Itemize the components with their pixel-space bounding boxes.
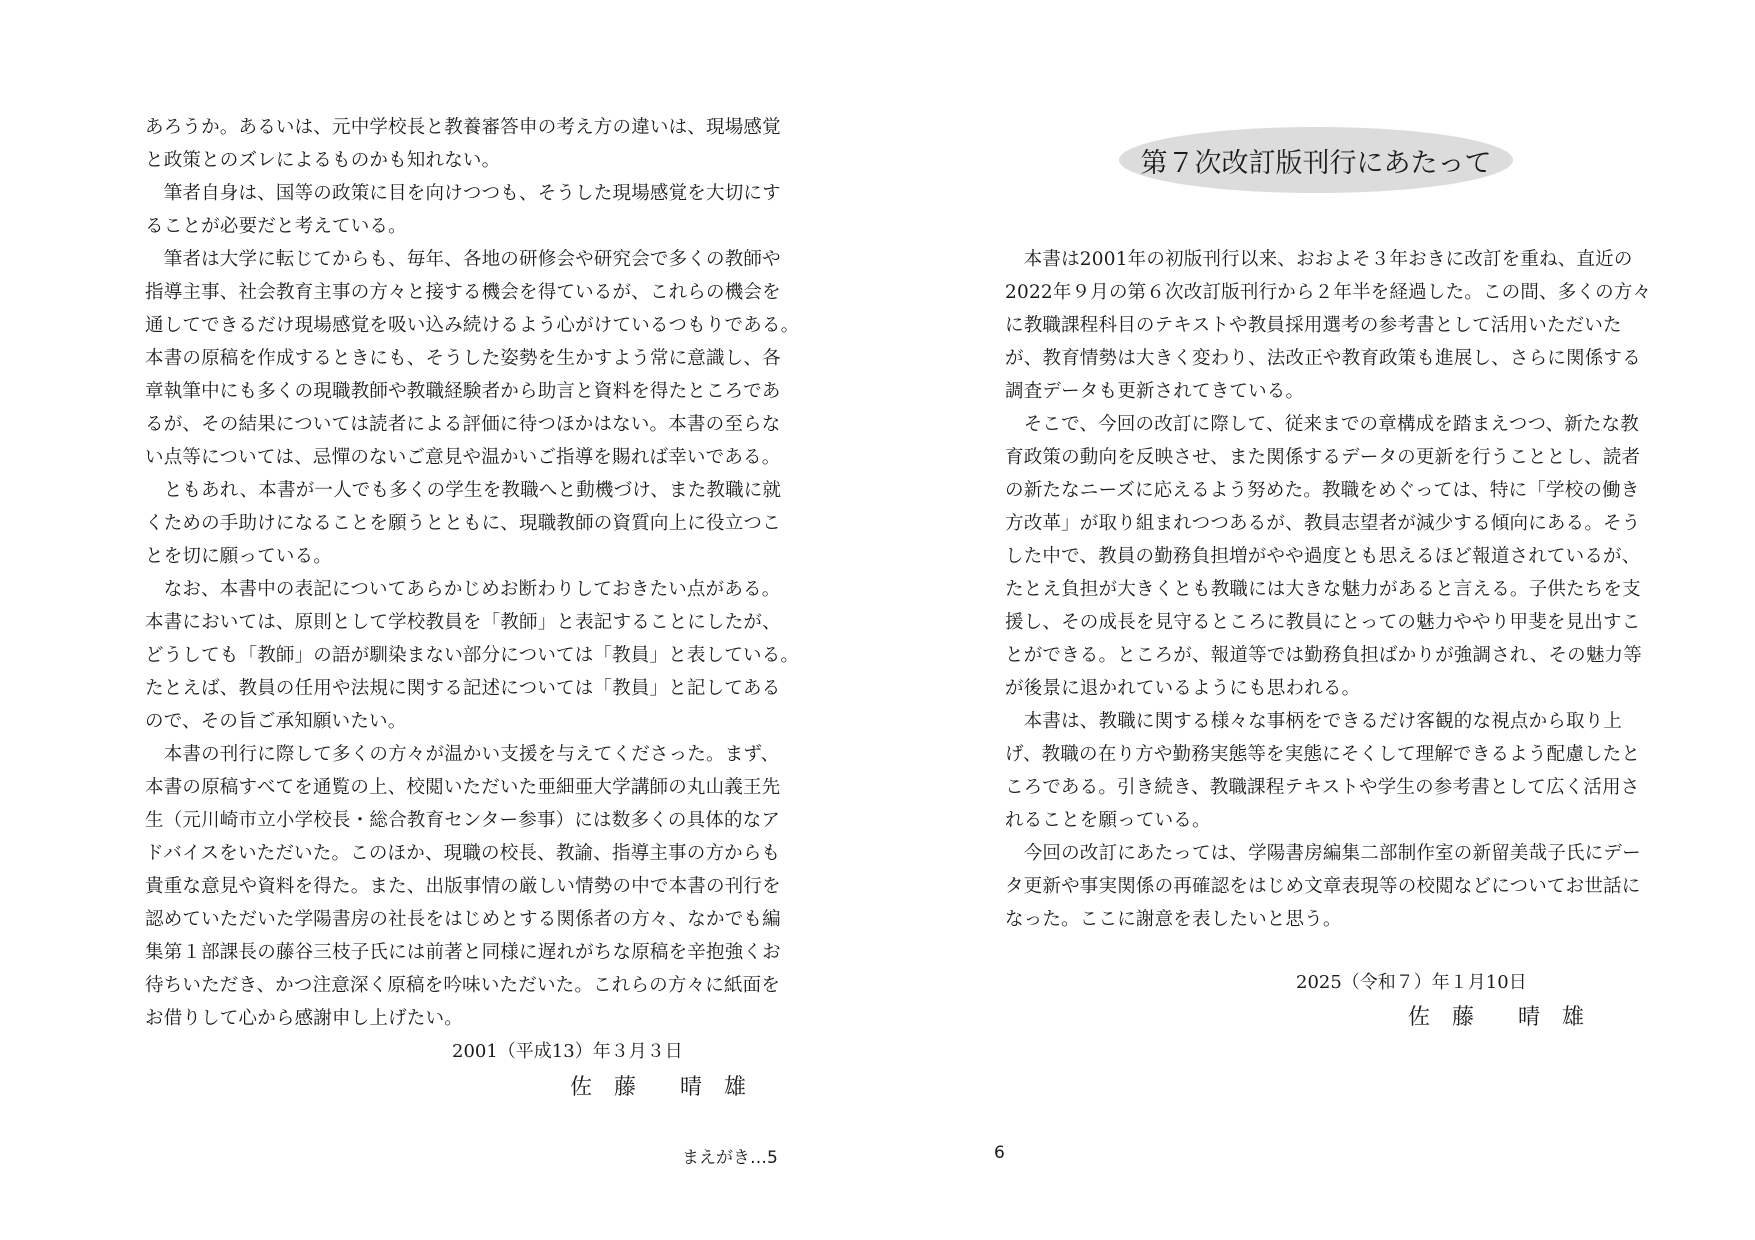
text-line: なお、本書中の表記についてあらかじめお断わりしておきたい点がある。 [145, 579, 781, 600]
text-line: の新たなニーズに応えるよう努めた。教職をめぐっては、特に「学校の働き [1005, 480, 1640, 501]
text-line: 本書の原稿を作成するときにも、そうした姿勢を生かすよう常に意識し、各 [145, 348, 781, 369]
text-line: とができる。ところが、報道等では勤務負担ばかりが強調され、その魅力等 [1005, 645, 1642, 666]
text-line: 筆者自身は、国等の政策に目を向けつつも、そうした現場感覚を大切にす [145, 183, 781, 204]
text-line: 指導主事、社会教育主事の方々と接する機会を得ているが、これらの機会を [145, 282, 781, 303]
text-line: ので、その旨ご承知願いたい。 [145, 711, 407, 732]
left-date: 2001（平成13）年３月３日 [452, 1041, 683, 1062]
text-line: お借りして心から感謝申し上げたい。 [145, 1008, 463, 1029]
text-line: 育政策の動向を反映させ、また関係するデータの更新を行うこととし、読者 [1005, 447, 1641, 468]
text-line: 本書の刊行に際して多くの方々が温かい支援を与えてくださった。まず、 [145, 744, 780, 765]
text-line: あろうか。あるいは、元中学校長と教養審答申の考え方の違いは、現場感覚 [145, 117, 781, 138]
text-line: 認めていただいた学陽書房の社長をはじめとする関係者の方々、なかでも編 [145, 909, 781, 930]
text-line: 生（元川崎市立小学校長・総合教育センター参事）には数多くの具体的なア [145, 810, 781, 831]
text-line: ることが必要だと考えている。 [145, 216, 407, 237]
text-line: なった。ここに謝意を表したいと思う。 [1005, 909, 1342, 930]
text-line: そこで、今回の改訂に際して、従来までの章構成を踏まえつつ、新たな教 [1005, 414, 1639, 435]
text-line: 貴重な意見や資料を得た。また、出版事情の厳しい情勢の中で本書の刊行を [145, 876, 781, 897]
text-line: 今回の改訂にあたっては、学陽書房編集二部制作室の新留美哉子氏にデー [1005, 843, 1641, 864]
text-line: るが、その結果については読者による評価に待つほかはない。本書の至らな [145, 414, 781, 435]
text-line: たとえ負担が大きくとも教職には大きな魅力があると言える。子供たちを支 [1005, 579, 1641, 600]
text-line: と政策とのズレによるものかも知れない。 [145, 150, 501, 171]
section-title-oval [1119, 127, 1513, 193]
text-line: たとえば、教員の任用や法規に関する記述については「教員」と記してある [145, 678, 781, 699]
text-line: が、教育情勢は大きく変わり、法改正や教育政策も進展し、さらに関係する [1005, 348, 1641, 369]
text-line: 本書においては、原則として学校教員を「教師」と表記することにしたが、 [145, 612, 781, 633]
text-line: に教職課程科目のテキストや教員採用選考の参考書として活用いただいた [1005, 315, 1622, 336]
text-line: ドバイスをいただいた。このほか、現職の校長、教諭、指導主事の方からも [145, 843, 781, 864]
left-page [0, 0, 877, 1240]
text-line: 筆者は大学に転じてからも、毎年、各地の研修会や研究会で多くの教師や [145, 249, 781, 270]
right-body-text [1005, 243, 1652, 936]
right-author: 佐 藤 晴 雄 [1408, 1005, 1585, 1030]
text-line: 本書は2001年の初版刊行以来、おおよそ３年おきに改訂を重ね、直近の [1005, 249, 1633, 270]
text-line: ころである。引き続き、教職課程テキストや学生の参考書として広く活用さ [1005, 777, 1640, 798]
text-line: 集第１部課長の藤谷三枝子氏には前著と同様に遅れがちな原稿を辛抱強くお [145, 942, 781, 963]
text-line: くための手助けになることを願うとともに、現職教師の資質向上に役立つこ [145, 513, 781, 534]
right-page-footer: 6 [994, 1143, 1005, 1163]
text-line: れることを願っている。 [1005, 810, 1211, 831]
right-page [878, 0, 1755, 1240]
left-author: 佐 藤 晴 雄 [570, 1075, 747, 1100]
text-line: 方改革」が取り組まれつつあるが、教員志望者が減少する傾向にある。そう [1005, 513, 1641, 534]
text-line: 調査データも更新されてきている。 [1005, 381, 1305, 402]
section-title: 第７次改訂版刊行にあたって [1140, 147, 1492, 179]
text-line: げ、教職の在り方や勤務実態等を実態にそくして理解できるよう配慮したと [1005, 744, 1641, 765]
left-page-footer: まえがき…5 [682, 1148, 778, 1168]
text-line: い点等については、忌憚のないご意見や温かいご指導を賜れば幸いである。 [145, 447, 781, 468]
text-line: 本書の原稿すべてを通覧の上、校閲いただいた亜細亜大学講師の丸山義王先 [145, 777, 781, 798]
text-line: 章執筆中にも多くの現職教師や教職経験者から助言と資料を得たところであ [145, 381, 781, 402]
text-line: とを切に願っている。 [145, 546, 333, 567]
text-line: 本書は、教職に関する様々な事柄をできるだけ客観的な視点から取り上 [1005, 711, 1623, 732]
text-line: 通してできるだけ現場感覚を吸い込み続けるよう心がけているつもりである。 [145, 315, 800, 336]
text-line: タ更新や事実関係の再確認をはじめ文章表現等の校閲などについてお世話に [1005, 876, 1641, 897]
text-line: した中で、教員の勤務負担増がやや過度とも思えるほど報道されているが、 [1005, 546, 1641, 567]
text-line: ともあれ、本書が一人でも多くの学生を教職へと動機づけ、また教職に就 [145, 480, 782, 501]
right-date: 2025（令和７）年１月10日 [1296, 972, 1527, 993]
text-line: どうしても「教師」の語が馴染まない部分については「教員」と表している。 [145, 645, 800, 666]
text-line: 待ちいただき、かつ注意深く原稿を吟味いただいた。これらの方々に紙面を [145, 975, 781, 996]
text-line: 援し、その成長を見守るところに教員にとっての魅力ややり甲斐を見出すこ [1005, 612, 1641, 633]
text-line: 2022年９月の第６次改訂版刊行から２年半を経過した。この間、多くの方々 [1005, 282, 1652, 303]
text-line: が後景に退かれているようにも思われる。 [1005, 678, 1361, 699]
left-body-text [145, 111, 800, 1035]
